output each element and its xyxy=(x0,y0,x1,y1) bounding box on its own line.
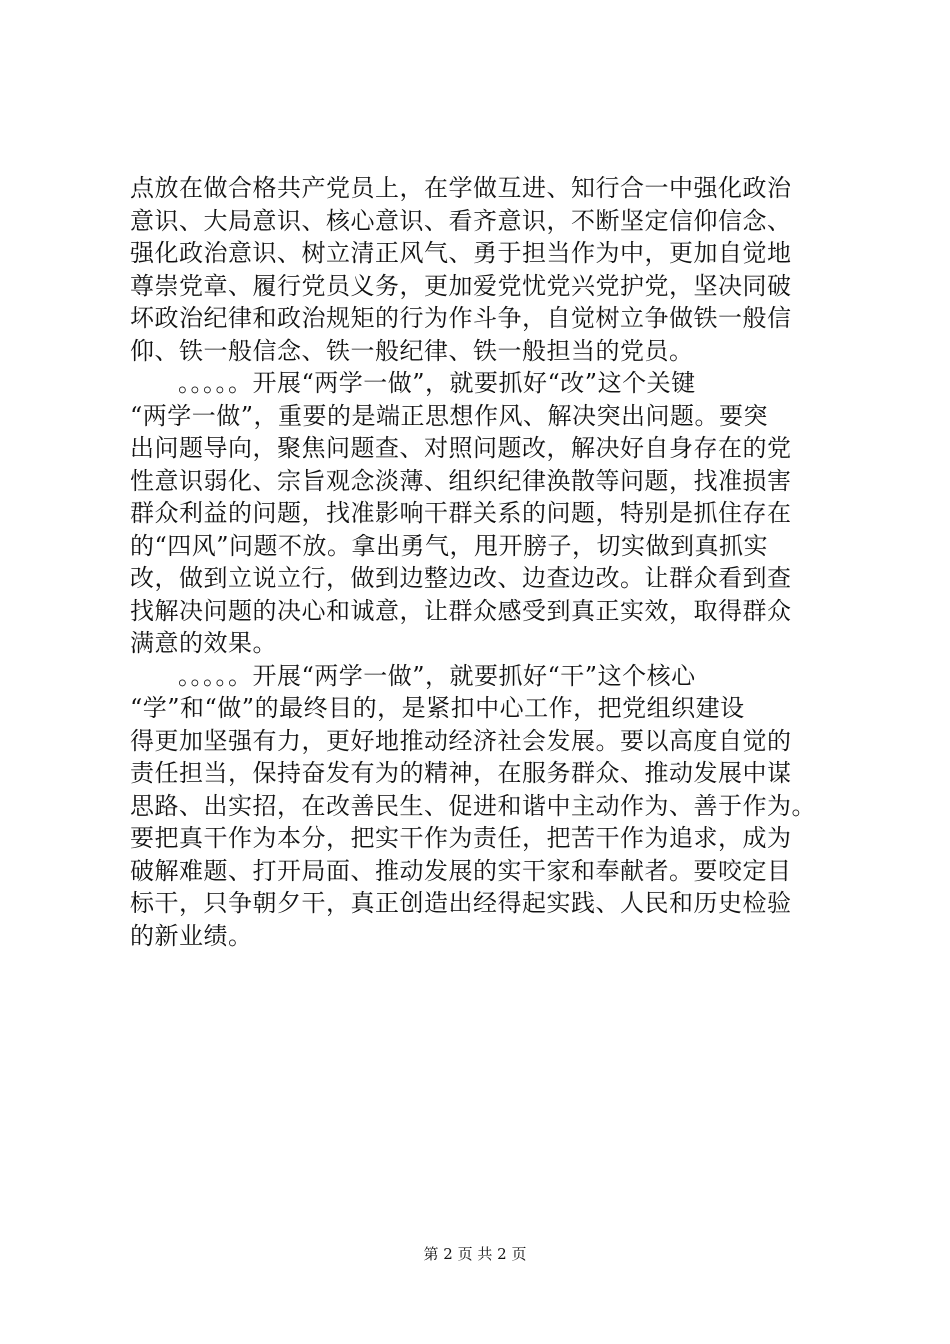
text-line: 找解决问题的决心和诚意，让群众感受到真正实效，取得群众 xyxy=(130,596,792,625)
text-line: “两学一做”，重要的是端正思想作风、解决突出问题。要突 xyxy=(130,401,769,430)
text-line: 得更加坚强有力，更好地推动经济社会发展。要以高度自觉的 xyxy=(130,726,792,755)
text-line: 。。。。。开展“两学一做”，就要抓好“干”这个核心 xyxy=(178,661,696,690)
text-line: 性意识弱化、宗旨观念淡薄、组织纪律涣散等问题，找准损害 xyxy=(130,466,792,495)
text-line: 的新业绩。 xyxy=(130,921,253,950)
text-line: 思路、出实招，在改善民生、促进和谐中主动作为、善于作为。 xyxy=(130,791,816,820)
text-line: 改，做到立说立行，做到边整边改、边查边改。让群众看到查 xyxy=(130,564,792,592)
text-line: 尊崇党章、履行党员义务，更加爱党忧党兴党护党，坚决同破 xyxy=(130,271,792,300)
text-line: 坏政治纪律和政治规矩的行为作斗争，自觉树立争做铁一般信 xyxy=(130,304,792,332)
text-line: 破解难题、打开局面、推动发展的实干家和奉献者。要咬定目 xyxy=(130,856,792,885)
text-line: 满意的效果。 xyxy=(130,629,277,657)
document-body xyxy=(130,172,850,952)
text-line: 强化政治意识、树立清正风气、勇于担当作为中，更加自觉地 xyxy=(130,239,792,267)
text-line: 。。。。。开展“两学一做”，就要抓好“改”这个关键 xyxy=(178,369,696,397)
text-line: 仰、铁一般信念、铁一般纪律、铁一般担当的党员。 xyxy=(130,336,694,365)
text-line: 要把真干作为本分，把实干作为责任，把苦干作为追求，成为 xyxy=(130,824,792,852)
text-line: 责任担当，保持奋发有为的精神，在服务群众、推动发展中谋 xyxy=(130,759,792,787)
text-line: 的“四风”问题不放。拿出勇气，甩开膀子，切实做到真抓实 xyxy=(130,531,769,560)
text-line: 意识、大局意识、核心意识、看齐意识，不断坚定信仰信念、 xyxy=(130,206,792,235)
text-line: “学”和“做”的最终目的，是紧扣中心工作，把党组织建设 xyxy=(130,694,745,722)
text-line: 标干，只争朝夕干，真正创造出经得起实践、人民和历史检验 xyxy=(130,889,792,917)
text-line: 群众利益的问题，找准影响干群关系的问题，特别是抓住存在 xyxy=(130,499,792,527)
text-line: 出问题导向，聚焦问题查、对照问题改，解决好自身存在的党 xyxy=(130,434,792,462)
page-footer: 第 2 页 共 2 页 xyxy=(423,1245,527,1263)
text-line: 点放在做合格共产党员上，在学做互进、知行合一中强化政治 xyxy=(130,174,792,202)
